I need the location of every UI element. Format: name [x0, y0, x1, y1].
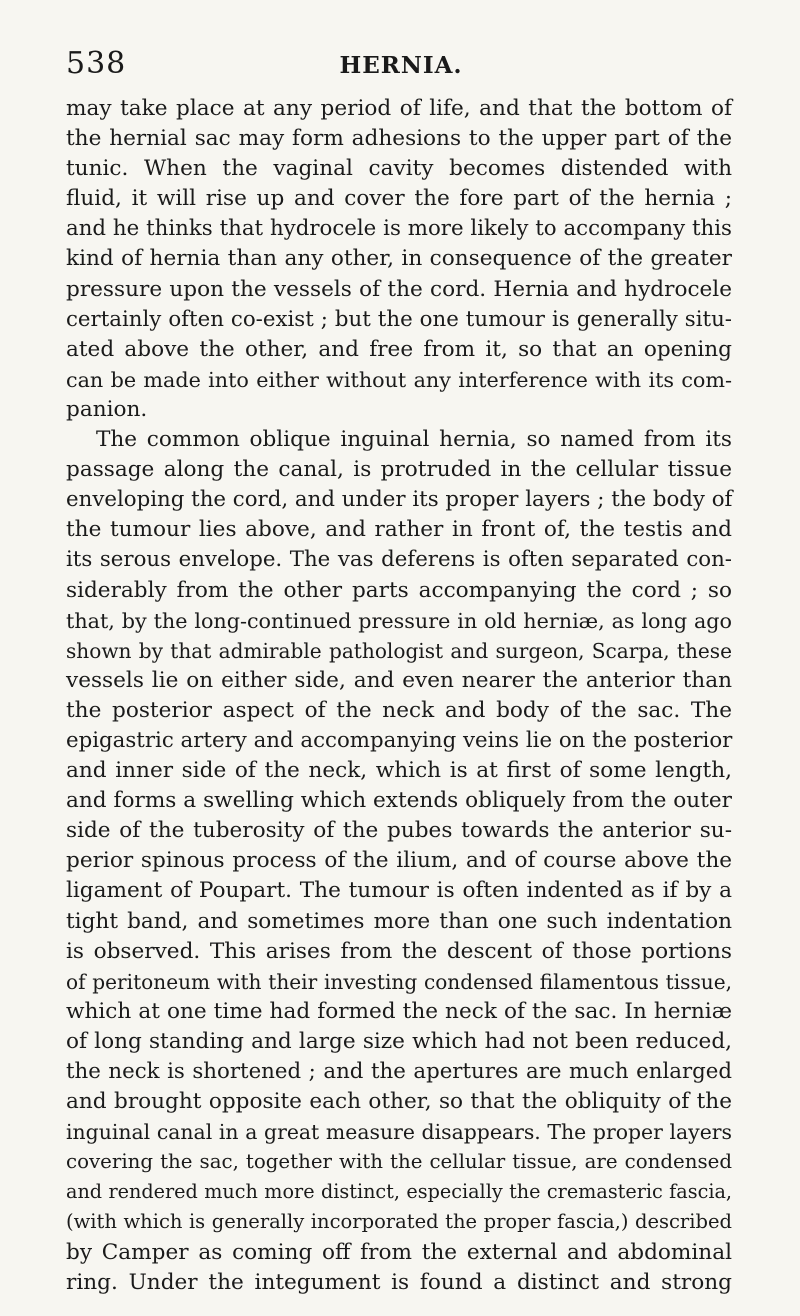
- text-line: pressure upon the vessels of the cord. Hernia and hydrocele: [66, 276, 732, 302]
- text-line: the tumour lies above, and rather in front of, the testis and: [66, 517, 732, 543]
- text-line: and forms a swelling which extends obliquely from the outer: [66, 788, 732, 814]
- text-line: perior spinous process of the ilium, and of course above the: [66, 848, 732, 874]
- text-line: the posterior aspect of the neck and body of the sac. The: [66, 697, 732, 723]
- text-line: covering the sac, together with the cellular tissue, are condensed: [66, 1150, 732, 1174]
- text-line: and inner side of the neck, which is at first of some length,: [66, 758, 732, 784]
- text-line: kind of hernia than any other, in consequence of the greater: [66, 246, 732, 272]
- text-line: tunic. When the vaginal cavity becomes distended with: [66, 156, 732, 182]
- running-title: HERNIA.: [339, 52, 463, 79]
- text-line: can be made into either without any interference with its com-: [66, 367, 732, 392]
- text-line: passage along the canal, is protruded in the cellular tissue: [66, 457, 732, 483]
- text-line: the neck is shortened ; and the apertures are much enlarged: [66, 1059, 732, 1084]
- text-line: and brought opposite each other, so that the obliquity of the: [66, 1089, 732, 1115]
- text-line: of long standing and large size which had not been reduced,: [66, 1028, 732, 1054]
- text-line: by Camper as coming off from the external and abdominal: [66, 1239, 732, 1265]
- text-line: (with which is generally incorporated the proper fascia,) described: [66, 1210, 732, 1234]
- running-head: [66, 44, 736, 84]
- text-line: which at one time had formed the neck of the sac. In herniæ: [66, 998, 732, 1024]
- text-line: siderably from the other parts accompanying the cord ; so: [66, 577, 732, 603]
- text-line: fluid, it will rise up and cover the fore part of the hernia ;: [66, 186, 732, 212]
- text-line: shown by that admirable pathologist and surgeon, Scarpa, these: [66, 638, 732, 663]
- text-line: that, by the long-continued pressure in old herniæ, as long ago: [66, 608, 732, 633]
- text-line: of peritoneum with their investing condensed filamentous tissue,: [66, 969, 732, 994]
- text-line: certainly often co-exist ; but the one tumour is generally situ-: [66, 306, 732, 332]
- text-line: inguinal canal in a great measure disappears. The proper layers: [66, 1120, 732, 1145]
- text-line: may take place at any period of life, and that the bottom of: [66, 96, 732, 121]
- text-line: side of the tuberosity of the pubes towards the anterior su-: [66, 818, 732, 844]
- text-line: ligament of Poupart. The tumour is often indented as if by a: [66, 878, 732, 904]
- text-line: enveloping the cord, and under its proper layers ; the body of: [66, 487, 733, 513]
- text-line: panion.: [66, 396, 148, 422]
- text-line: is observed. This arises from the descent of those portions: [66, 938, 732, 964]
- text-line: vessels lie on either side, and even nearer the anterior than: [66, 667, 732, 693]
- text-line: and he thinks that hydrocele is more likely to accompany this: [66, 216, 732, 242]
- text-line: and rendered much more distinct, especially the cremasteric fascia,: [66, 1180, 732, 1204]
- page-number: 538: [66, 46, 127, 81]
- text-line: The common oblique inguinal hernia, so named from its: [96, 427, 732, 453]
- text-line: ring. Under the integument is found a distinct and strong: [66, 1269, 732, 1295]
- text-line: ated above the other, and free from it, so that an opening: [66, 336, 732, 362]
- text-line: epigastric artery and accompanying veins lie on the posterior: [66, 727, 733, 753]
- text-line: tight band, and sometimes more than one such indentation: [66, 908, 732, 934]
- text-line: the hernial sac may form adhesions to the upper part of the: [66, 126, 732, 152]
- text-line: its serous envelope. The vas deferens is often separated con-: [66, 547, 732, 573]
- body-text: [66, 94, 732, 1298]
